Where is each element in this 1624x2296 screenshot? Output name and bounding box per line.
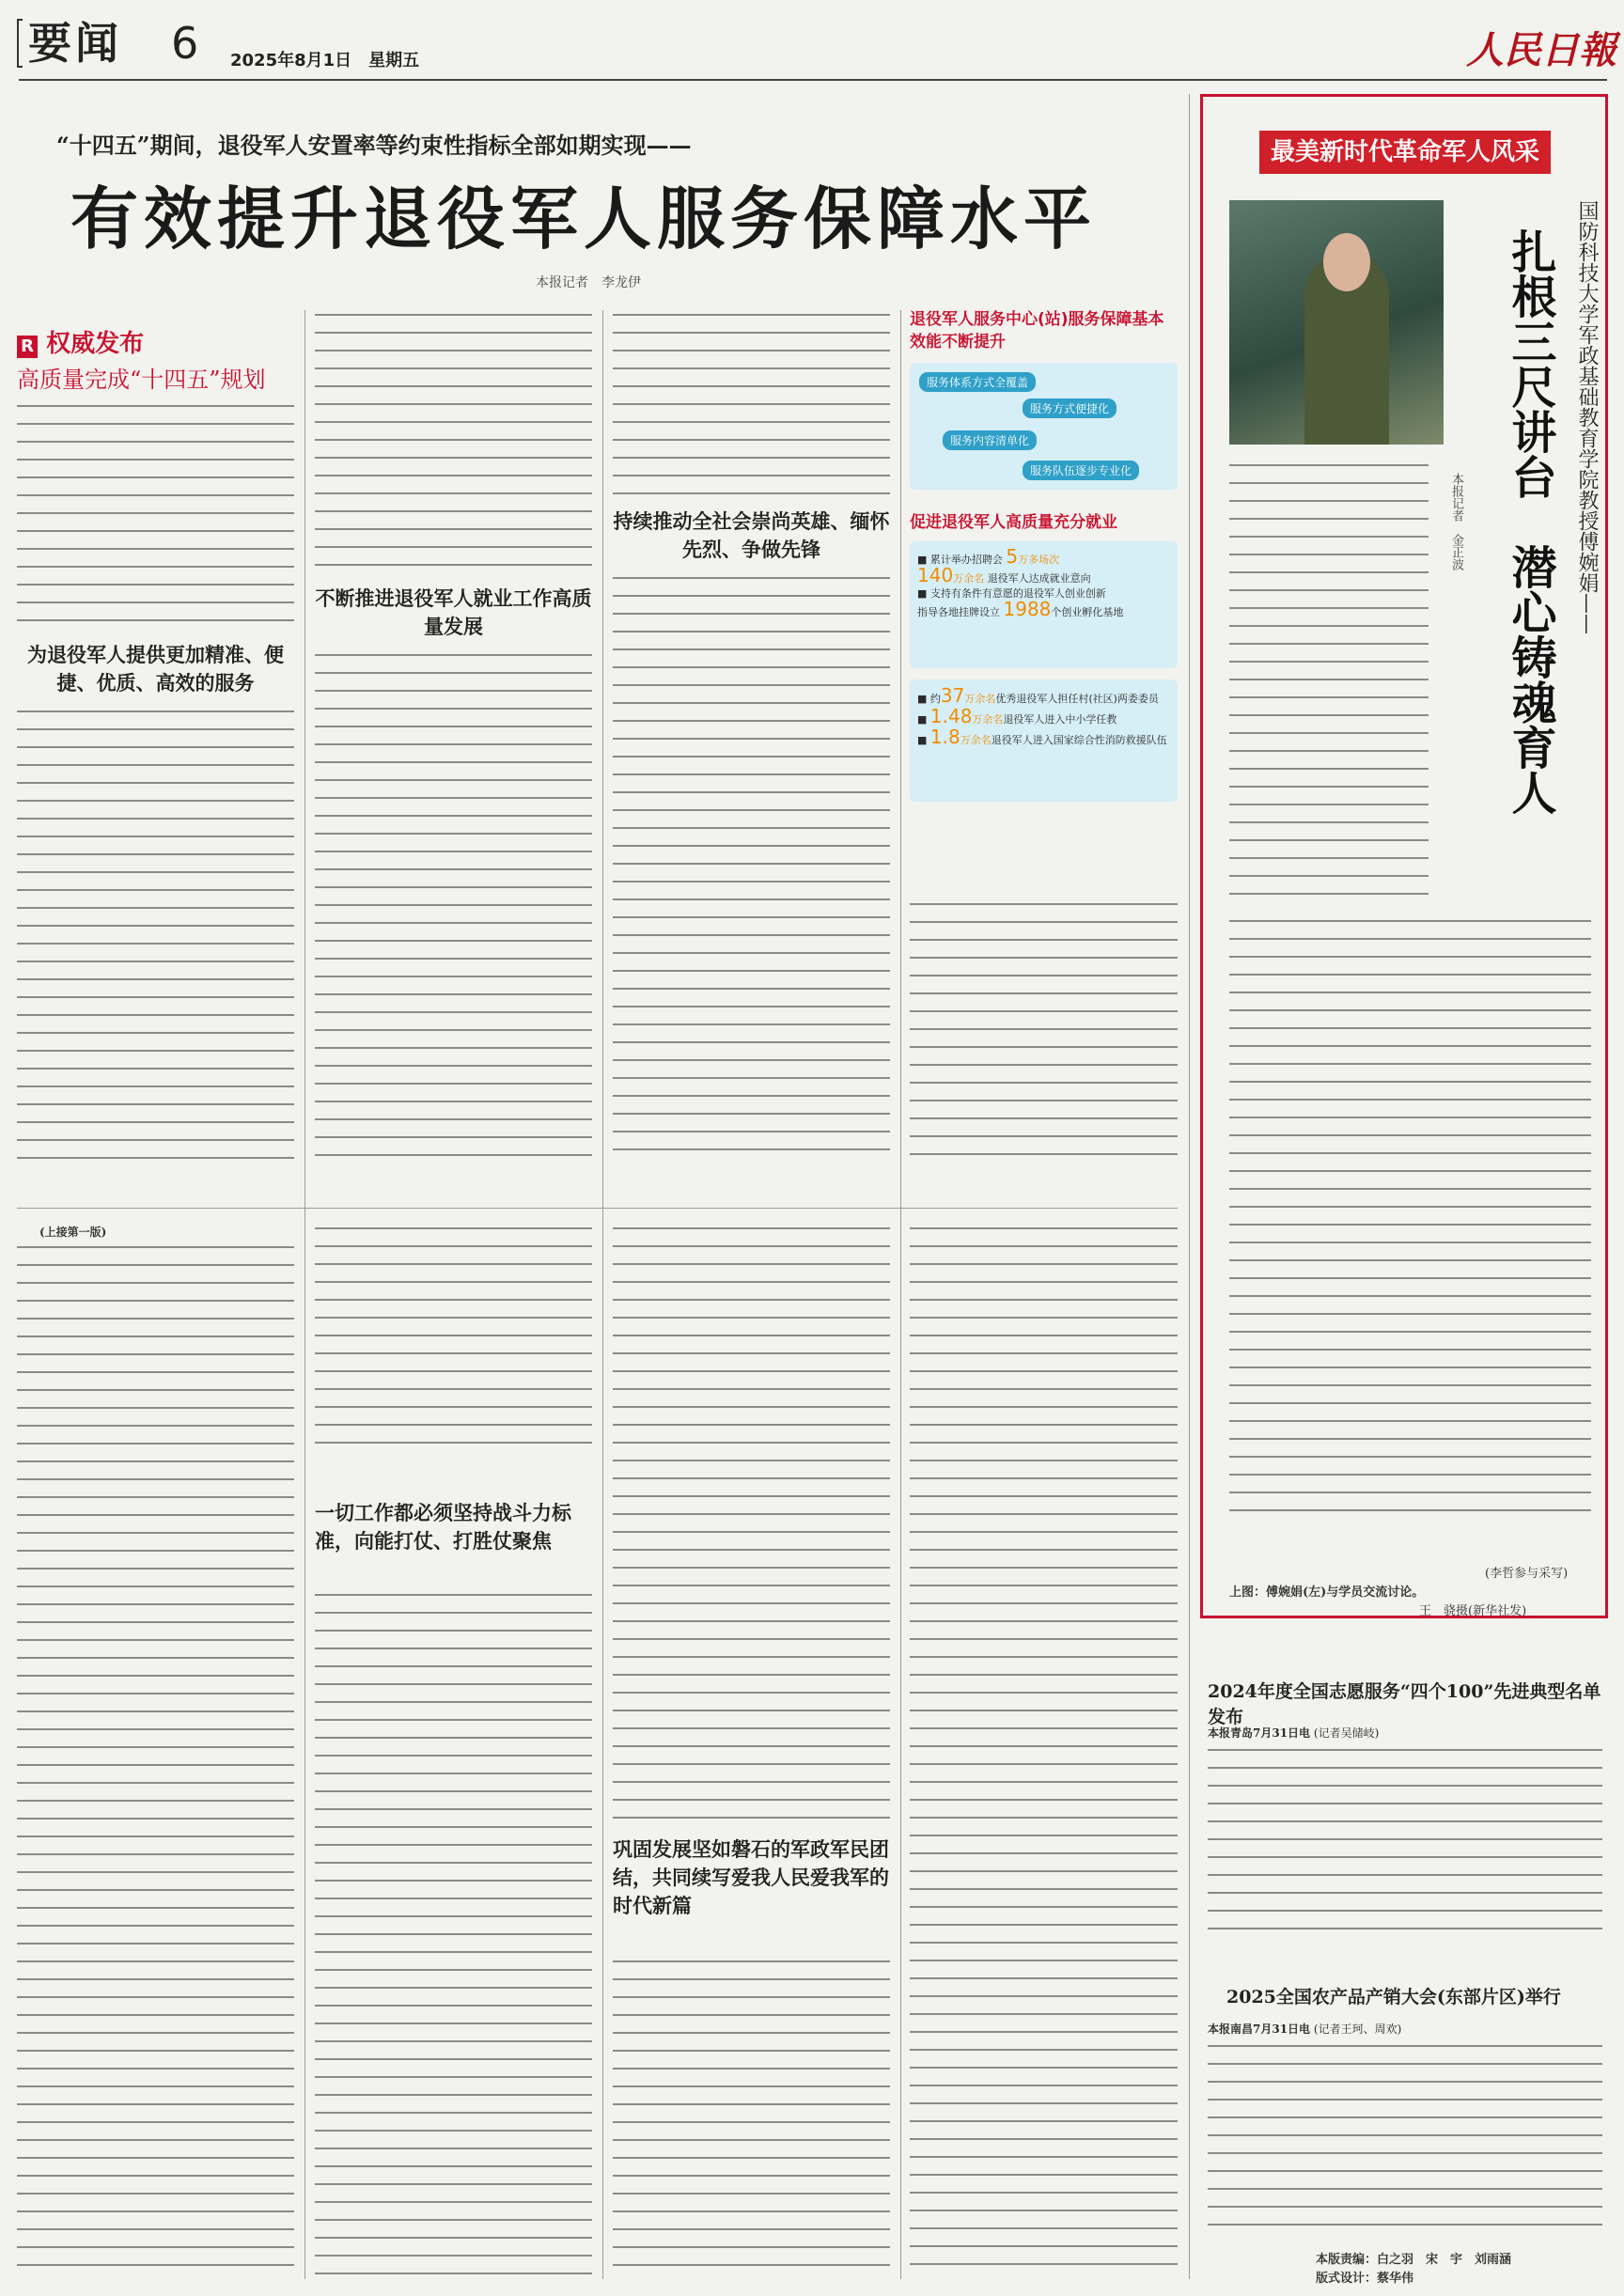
feature-signoff: (李哲参与采写): [1485, 1567, 1569, 1581]
photo-face: [1323, 233, 1370, 291]
feature-photo-credit: 王 骁摄(新华社发): [1419, 1604, 1527, 1618]
stat-row: ■ 1.8万余名退役军人进入国家综合性消防救援队伍: [917, 726, 1167, 748]
lead-byline: 本报记者 李龙伊: [536, 275, 641, 290]
brief-2-body: [1208, 2039, 1602, 2237]
lead-kicker: “十四五”期间，退役军人安置率等约束性指标全部如期实现——: [56, 132, 692, 159]
stat-row: ■ 1.48万余名退役军人进入中小学任教: [917, 705, 1117, 727]
infographic-panel-2: [910, 541, 1178, 668]
badge-subtitle: 高质量完成“十四五”规划: [17, 367, 266, 393]
column-rule: [602, 310, 603, 2279]
brief-1-author: (记者吴储岐): [1313, 1726, 1380, 1740]
issue-date: 2025年8月1日 星期五: [230, 51, 420, 70]
feature-box: [1200, 94, 1608, 1618]
section-title: 要闻: [28, 18, 122, 69]
masthead-rule: [19, 79, 1607, 81]
column-rule: [304, 310, 305, 2279]
stat-row: 140万余名 退役军人达成就业意向: [917, 564, 1091, 586]
brief-2-author: (记者王珂、周欢): [1313, 2023, 1402, 2036]
brief-1-dateline-text: 本报青岛7月31日电: [1208, 1726, 1311, 1740]
lead-column-3a: [613, 308, 890, 496]
stat-row: ■ 累计举办招聘会 5万多场次: [917, 545, 1060, 568]
pill-2: 服务方式便捷化: [1023, 398, 1116, 418]
lower-column-1: [17, 1241, 294, 2279]
page-number: 6: [171, 18, 199, 69]
infographic-panel-1: [910, 363, 1178, 490]
infographic-panel-3: [910, 679, 1178, 802]
feature-body-a: [1229, 459, 1429, 910]
lower-column-3b: [613, 1955, 890, 2279]
lead-column-1b: [17, 705, 294, 1165]
feature-title: 扎根三尺讲台 潜心铸魂育人: [1504, 228, 1556, 815]
lower-column-3a: [613, 1222, 890, 1823]
brief-2-dateline: [1208, 2021, 1401, 2037]
lower-subhead-a: 一切工作都必须坚持战斗力标准，向能打仗、打胜仗聚焦: [315, 1501, 571, 1553]
pill-3: 服务内容清单化: [943, 430, 1037, 450]
feature-caption: 上图：傅婉娟(左)与学员交流讨论。: [1229, 1585, 1425, 1600]
brief-2-title: 2025全国农产品产销大会(东部片区)举行: [1226, 1987, 1561, 2007]
lower-subhead-b: 巩固发展坚如磐石的军政军民团结，共同续写爱我人民爱我军的时代新篇: [613, 1837, 889, 1917]
section-bracket: [17, 19, 23, 68]
continued-marker: (上接第一版): [39, 1226, 107, 1239]
lead-column-3b: [613, 571, 890, 1165]
paper-logo: 人民日報: [1466, 28, 1616, 72]
feature-banner: 最美新时代革命军人风采: [1259, 131, 1551, 174]
feature-photo: [1229, 200, 1444, 445]
lead-headline: 有效提升退役军人服务保障水平: [70, 179, 1098, 258]
feature-body-b: [1229, 914, 1591, 1516]
pill-4: 服务队伍逐步专业化: [1023, 461, 1139, 480]
lower-column-2b: [315, 1588, 592, 2279]
badge-mark: R: [17, 336, 38, 358]
column-rule: [1189, 94, 1190, 2279]
feature-kicker: 国防科技大学军政基础教育学院教授傅婉娟——: [1575, 200, 1599, 634]
infographic-title-2: 促进退役军人高质量充分就业: [910, 513, 1117, 532]
infographic-title-1: 退役军人服务中心(站)服务保障基本效能不断提升: [910, 310, 1164, 351]
brief-1-title: 2024年度全国志愿服务“四个100”先进典型名单发布: [1208, 1681, 1601, 1727]
lead-subhead-1: 为退役军人提供更加精准、便捷、优质、高效的服务: [27, 643, 284, 695]
lead-subhead-3: 持续推动全社会崇尚英雄、缅怀先烈、争做先锋: [613, 509, 890, 561]
stat-row: ■ 约37万余名优秀退役军人担任村(社区)两委委员: [917, 684, 1159, 707]
feature-byline: 本报记者 金正波: [1449, 473, 1463, 570]
brief-2-dateline-text: 本报南昌7月31日电: [1208, 2023, 1311, 2036]
footer-editors: 本版责编：白之羽 宋 宇 刘雨涵: [1316, 2253, 1512, 2267]
lead-column-4b: [910, 898, 1178, 1165]
brief-1-body: [1208, 1743, 1602, 1941]
lead-column-2b: [315, 648, 592, 1165]
section-divider: [17, 1208, 1178, 1209]
lower-column-4: [910, 1222, 1178, 2279]
lead-column-2a: [315, 308, 592, 581]
lead-column-1a: [17, 399, 294, 625]
column-rule: [900, 310, 901, 2279]
masthead: [0, 0, 1624, 81]
footer-design: 版式设计：蔡华伟: [1316, 2272, 1414, 2286]
lower-column-2a: [315, 1222, 592, 1452]
authority-badge: [17, 324, 327, 392]
pill-1: 服务体系方式全覆盖: [919, 372, 1036, 392]
infographic: [910, 308, 1178, 891]
stat-row: ■ 支持有条件有意愿的退役军人创业创新: [917, 587, 1106, 600]
lead-subhead-2: 不断推进退役军人就业工作高质量发展: [315, 586, 592, 638]
stat-row: 指导各地挂牌设立 1988个创业孵化基地: [917, 598, 1124, 620]
badge-label: 权威发布: [46, 330, 145, 358]
brief-1-dateline: [1208, 1725, 1379, 1741]
